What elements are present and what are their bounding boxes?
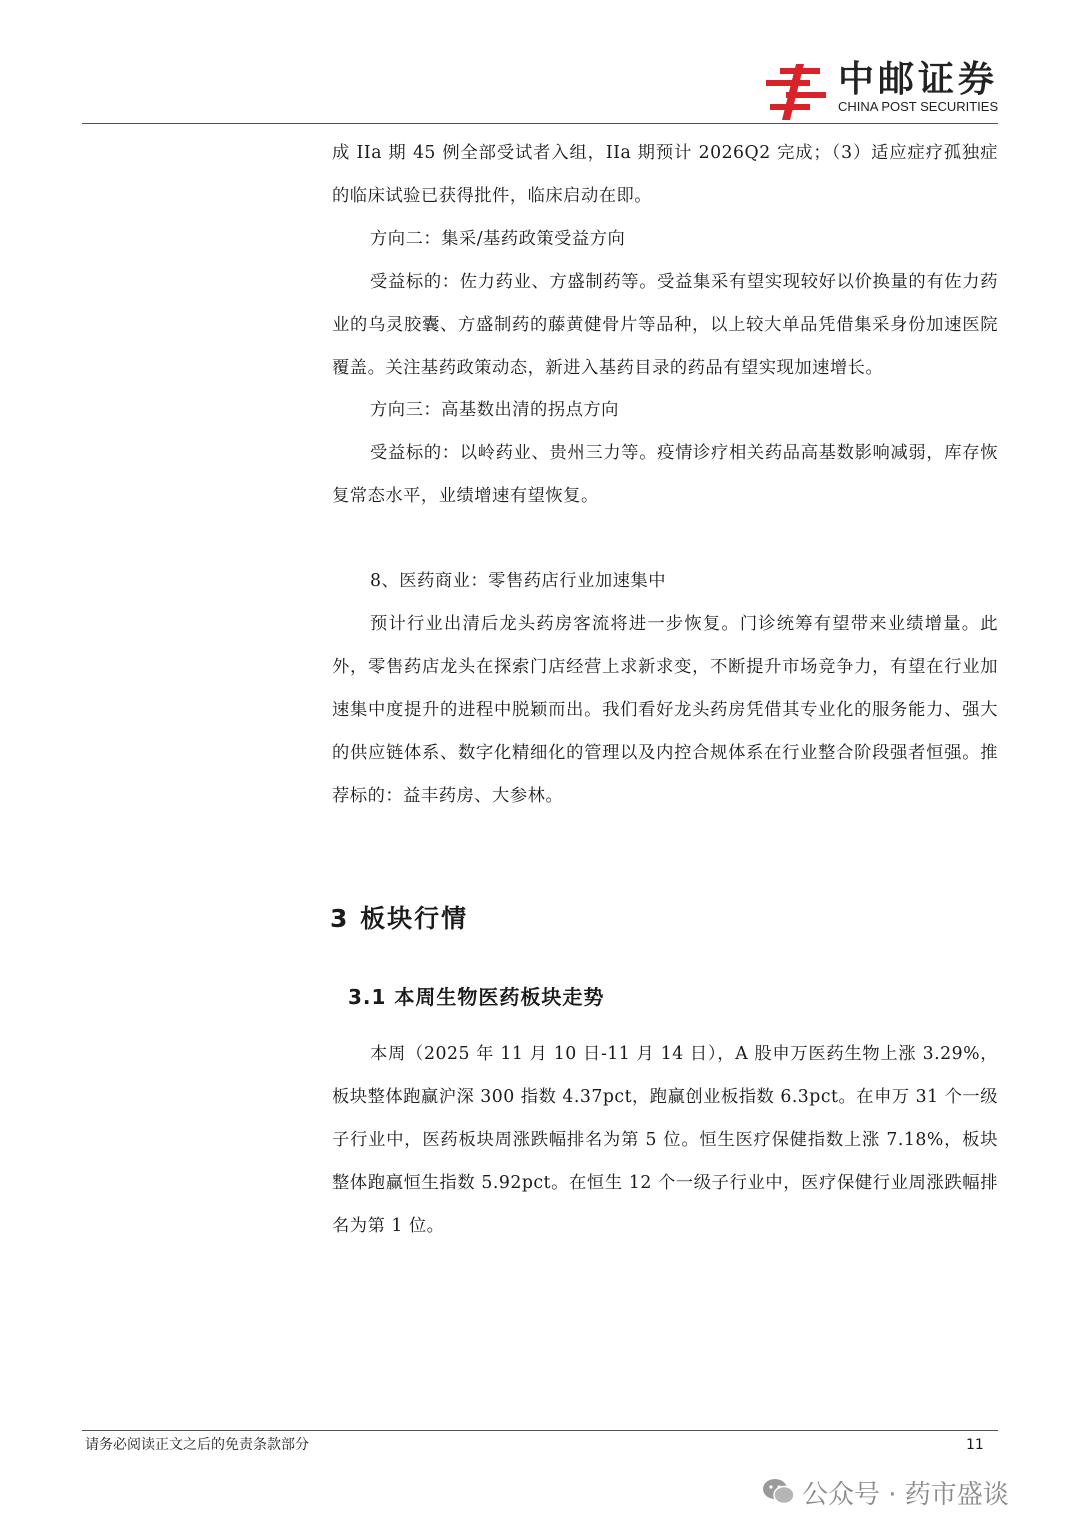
direction-two-heading: 方向二：集采/基药政策受益方向 — [370, 229, 626, 249]
footer-divider — [82, 1430, 998, 1431]
section-3-1-title: 3.1 本周生物医药板块走势 — [348, 985, 605, 1009]
wechat-icon — [762, 1477, 796, 1507]
paragraph-weekly-performance: 本周（2025 年 11 月 10 日-11 月 14 日），A 股申万医药生物上涨 3.29%，板块整体跑赢沪深 300 指数 4.37pct，跑赢创业板指数 6.3pct。在申万 31 个一级子行业中，医药板块周涨跌幅排名为第 5 位。恒生医疗保健指数上涨 7.18%，板块整体跑赢恒生指数 5.92pct。在恒生 12 个一级子行业中，医疗保健行业周涨跌幅排名为第 1 位。 — [332, 1044, 998, 1236]
company-logo — [766, 59, 1006, 122]
china-post-emblem-icon — [766, 64, 828, 120]
header-divider — [82, 123, 998, 124]
watermark-text: 公众号 · 药市盛谈 — [802, 1479, 1009, 1510]
paragraph-trial-progress: 成 IIa 期 45 例全部受试者入组，IIa 期预计 2026Q2 完成；（3）适应症疗孤独症的临床试验已获得批件，临床启动在即。 — [332, 143, 998, 206]
paragraph-direction-two: 受益标的：佐力药业、方盛制药等。受益集采有望实现较好以价换量的有佐力药业的乌灵胶囊、方盛制药的藤黄健骨片等品种，以上较大单品凭借集采身份加速医院覆盖。关注基药政策动态，新进入基药目录的药品有望实现加速增长。 — [332, 272, 998, 378]
logo-english-name: CHINA POST SECURITIES — [838, 99, 999, 114]
disclaimer-note: 请务必阅读正文之后的免责条款部分 — [85, 1437, 309, 1453]
wechat-watermark — [762, 1472, 1009, 1512]
direction-three-heading: 方向三：高基数出清的拐点方向 — [370, 400, 619, 420]
logo-chinese-name: 中邮证券 — [838, 59, 999, 100]
paragraph-direction-three: 受益标的：以岭药业、贵州三力等。疫情诊疗相关药品高基数影响减弱，库存恢复常态水平，业绩增速有望恢复。 — [332, 443, 998, 506]
page-number: 11 — [966, 1437, 984, 1453]
paragraph-retail-pharmacy: 预计行业出清后龙头药房客流将进一步恢复。门诊统筹有望带来业绩增量。此外，零售药店龙头在探索门店经营上求新求变，不断提升市场竞争力，有望在行业加速集中度提升的进程中脱颖而出。我们看好龙头药房凭借其专业化的服务能力、强大的供应链体系、数字化精细化的管理以及内控合规体系在行业整合阶段强者恒强。推荐标的：益丰药房、大参林。 — [332, 614, 998, 806]
section-3-title: 3 板块行情 — [330, 904, 469, 933]
section-8-heading: 8、医药商业：零售药店行业加速集中 — [370, 571, 666, 591]
